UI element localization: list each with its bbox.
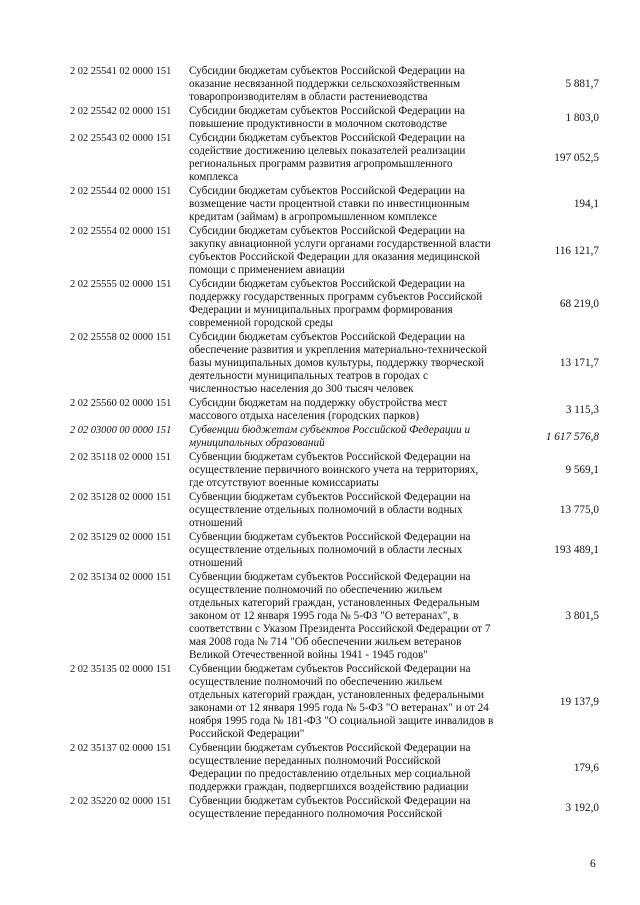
row-amount: 5 881,7	[565, 78, 599, 90]
row-code: 2 02 25543 02 0000 151	[70, 133, 172, 144]
row-description: Субсидии бюджетам субъектов Российской Федерации на содействие достижению целевых показателей реализации региональных программ развития агропромышленного комплекса	[189, 132, 466, 183]
row-code: 2 02 25554 02 0000 151	[70, 226, 172, 237]
row-code: 2 02 35220 02 0000 151	[70, 796, 172, 807]
row-amount: 3 801,5	[565, 610, 599, 622]
row-description: Субсидии бюджетам на поддержку обустройства мест массового отдыха населения (городских парков)	[189, 397, 448, 422]
row-amount: 13 171,7	[559, 357, 599, 369]
row-amount: 197 052,5	[554, 152, 599, 164]
row-code: 2 02 03000 00 0000 151	[70, 425, 172, 436]
table-row	[0, 795, 640, 822]
row-description: Субсидии бюджетам субъектов Российской Федерации на оказание несвязанной поддержки сельскохозяйственным товаропроизводителям в области растениеводства	[189, 65, 465, 103]
row-amount: 194,1	[573, 198, 599, 210]
row-amount: 19 137,9	[559, 696, 599, 708]
row-description: Субвенции бюджетам субъектов Российской Федерации и муниципальных образований	[189, 424, 471, 449]
row-code: 2 02 25544 02 0000 151	[70, 186, 172, 197]
budget-table	[0, 65, 640, 822]
table-row	[0, 331, 640, 397]
page-number: 6	[590, 858, 596, 870]
row-amount: 1 803,0	[565, 112, 599, 124]
row-description: Субвенции бюджетам субъектов Российской Федерации на осуществление первичного воинского учета на территориях, где отсутствуют военные комиссариаты	[189, 451, 479, 489]
row-description: Субсидии бюджетам субъектов Российской Федерации на поддержку государственных программ субъектов Российской Федерации и муниципальных программ формирования современной городской среды	[189, 278, 483, 329]
table-row	[0, 397, 640, 424]
row-code: 2 02 25541 02 0000 151	[70, 66, 172, 77]
table-row	[0, 424, 640, 451]
row-code: 2 02 35128 02 0000 151	[70, 492, 172, 503]
table-row	[0, 185, 640, 225]
row-description: Субсидии бюджетам субъектов Российской Федерации на закупку авиационной услуги органами государственной власти субъектов Российской Федерации для оказания медицинской помощи с применением авиации	[189, 225, 491, 276]
row-description: Субсидии бюджетам субъектов Российской Федерации на возмещение части процентной ставки по инвестиционным кредитам (займам) в агропромышленном комплексе	[189, 185, 470, 223]
row-code: 2 02 25542 02 0000 151	[70, 106, 172, 117]
row-description: Субвенции бюджетам субъектов Российской Федерации на осуществление полномочий по обеспечению жильем отдельных категорий граждан, установленных федеральными законами от 12 января 1995 года № 5-ФЗ "О ветеранах" и от 24 ноября 1995 года № 181-ФЗ "О социальной защите инвалидов в Российской Федерации"	[189, 663, 494, 740]
row-code: 2 02 25558 02 0000 151	[70, 332, 172, 343]
row-code: 2 02 25555 02 0000 151	[70, 279, 172, 290]
row-description: Субсидии бюджетам субъектов Российской Федерации на обеспечение развития и укрепления материально-технической базы муниципальных домов культуры, поддержку творческой деятельности муниципальных театров в городах с численностью населения до 300 тысяч человек	[189, 331, 487, 395]
table-row	[0, 105, 640, 132]
table-row	[0, 571, 640, 663]
row-amount: 13 775,0	[559, 504, 599, 516]
table-row	[0, 531, 640, 571]
row-amount: 3 115,3	[565, 404, 599, 416]
row-code: 2 02 35129 02 0000 151	[70, 532, 172, 543]
table-row	[0, 742, 640, 795]
row-amount: 116 121,7	[554, 245, 599, 257]
row-description: Субвенции бюджетам субъектов Российской Федерации на осуществление переданных полномочий Российской Федерации по предоставлению отдельных мер социальной поддержки граждан, подвергшихся воздействию радиации	[189, 742, 471, 793]
row-code: 2 02 35135 02 0000 151	[70, 664, 172, 675]
row-description: Субвенции бюджетам субъектов Российской Федерации на осуществление отдельных полномочий в области лесных отношений	[189, 531, 471, 569]
table-row	[0, 132, 640, 185]
row-description: Субсидии бюджетам субъектов Российской Федерации на повышение продуктивности в молочном скотоводстве	[189, 105, 465, 130]
row-description: Субвенции бюджетам субъектов Российской Федерации на осуществление отдельных полномочий в области водных отношений	[189, 491, 471, 529]
table-row	[0, 663, 640, 742]
table-row	[0, 278, 640, 331]
row-description: Субвенции бюджетам субъектов Российской Федерации на осуществление полномочий по обеспечению жильем отдельных категорий граждан, установленных Федеральным законом от 12 января 1995 года № 5-ФЗ "О ветеранах", в соответствии с Указом Президента Российской Федерации от 7 мая 2008 года № 714 "Об обеспечении жильем ветеранов Великой Отечественной войны 1941 - 1945 годов"	[189, 571, 491, 661]
table-row	[0, 491, 640, 531]
row-code: 2 02 35118 02 0000 151	[70, 452, 171, 463]
row-code: 2 02 25560 02 0000 151	[70, 398, 172, 409]
table-row	[0, 65, 640, 105]
row-amount: 179,6	[573, 762, 599, 774]
row-amount: 193 489,1	[554, 544, 599, 556]
row-amount: 3 192,0	[565, 802, 599, 814]
row-amount: 1 617 576,8	[545, 431, 599, 443]
row-code: 2 02 35134 02 0000 151	[70, 572, 172, 583]
row-code: 2 02 35137 02 0000 151	[70, 743, 172, 754]
table-row	[0, 225, 640, 278]
row-amount: 9 569,1	[565, 464, 599, 476]
table-row	[0, 451, 640, 491]
row-description: Субвенции бюджетам субъектов Российской Федерации на осуществление переданного полномочия Российской	[189, 795, 471, 820]
row-amount: 68 219,0	[559, 298, 599, 310]
